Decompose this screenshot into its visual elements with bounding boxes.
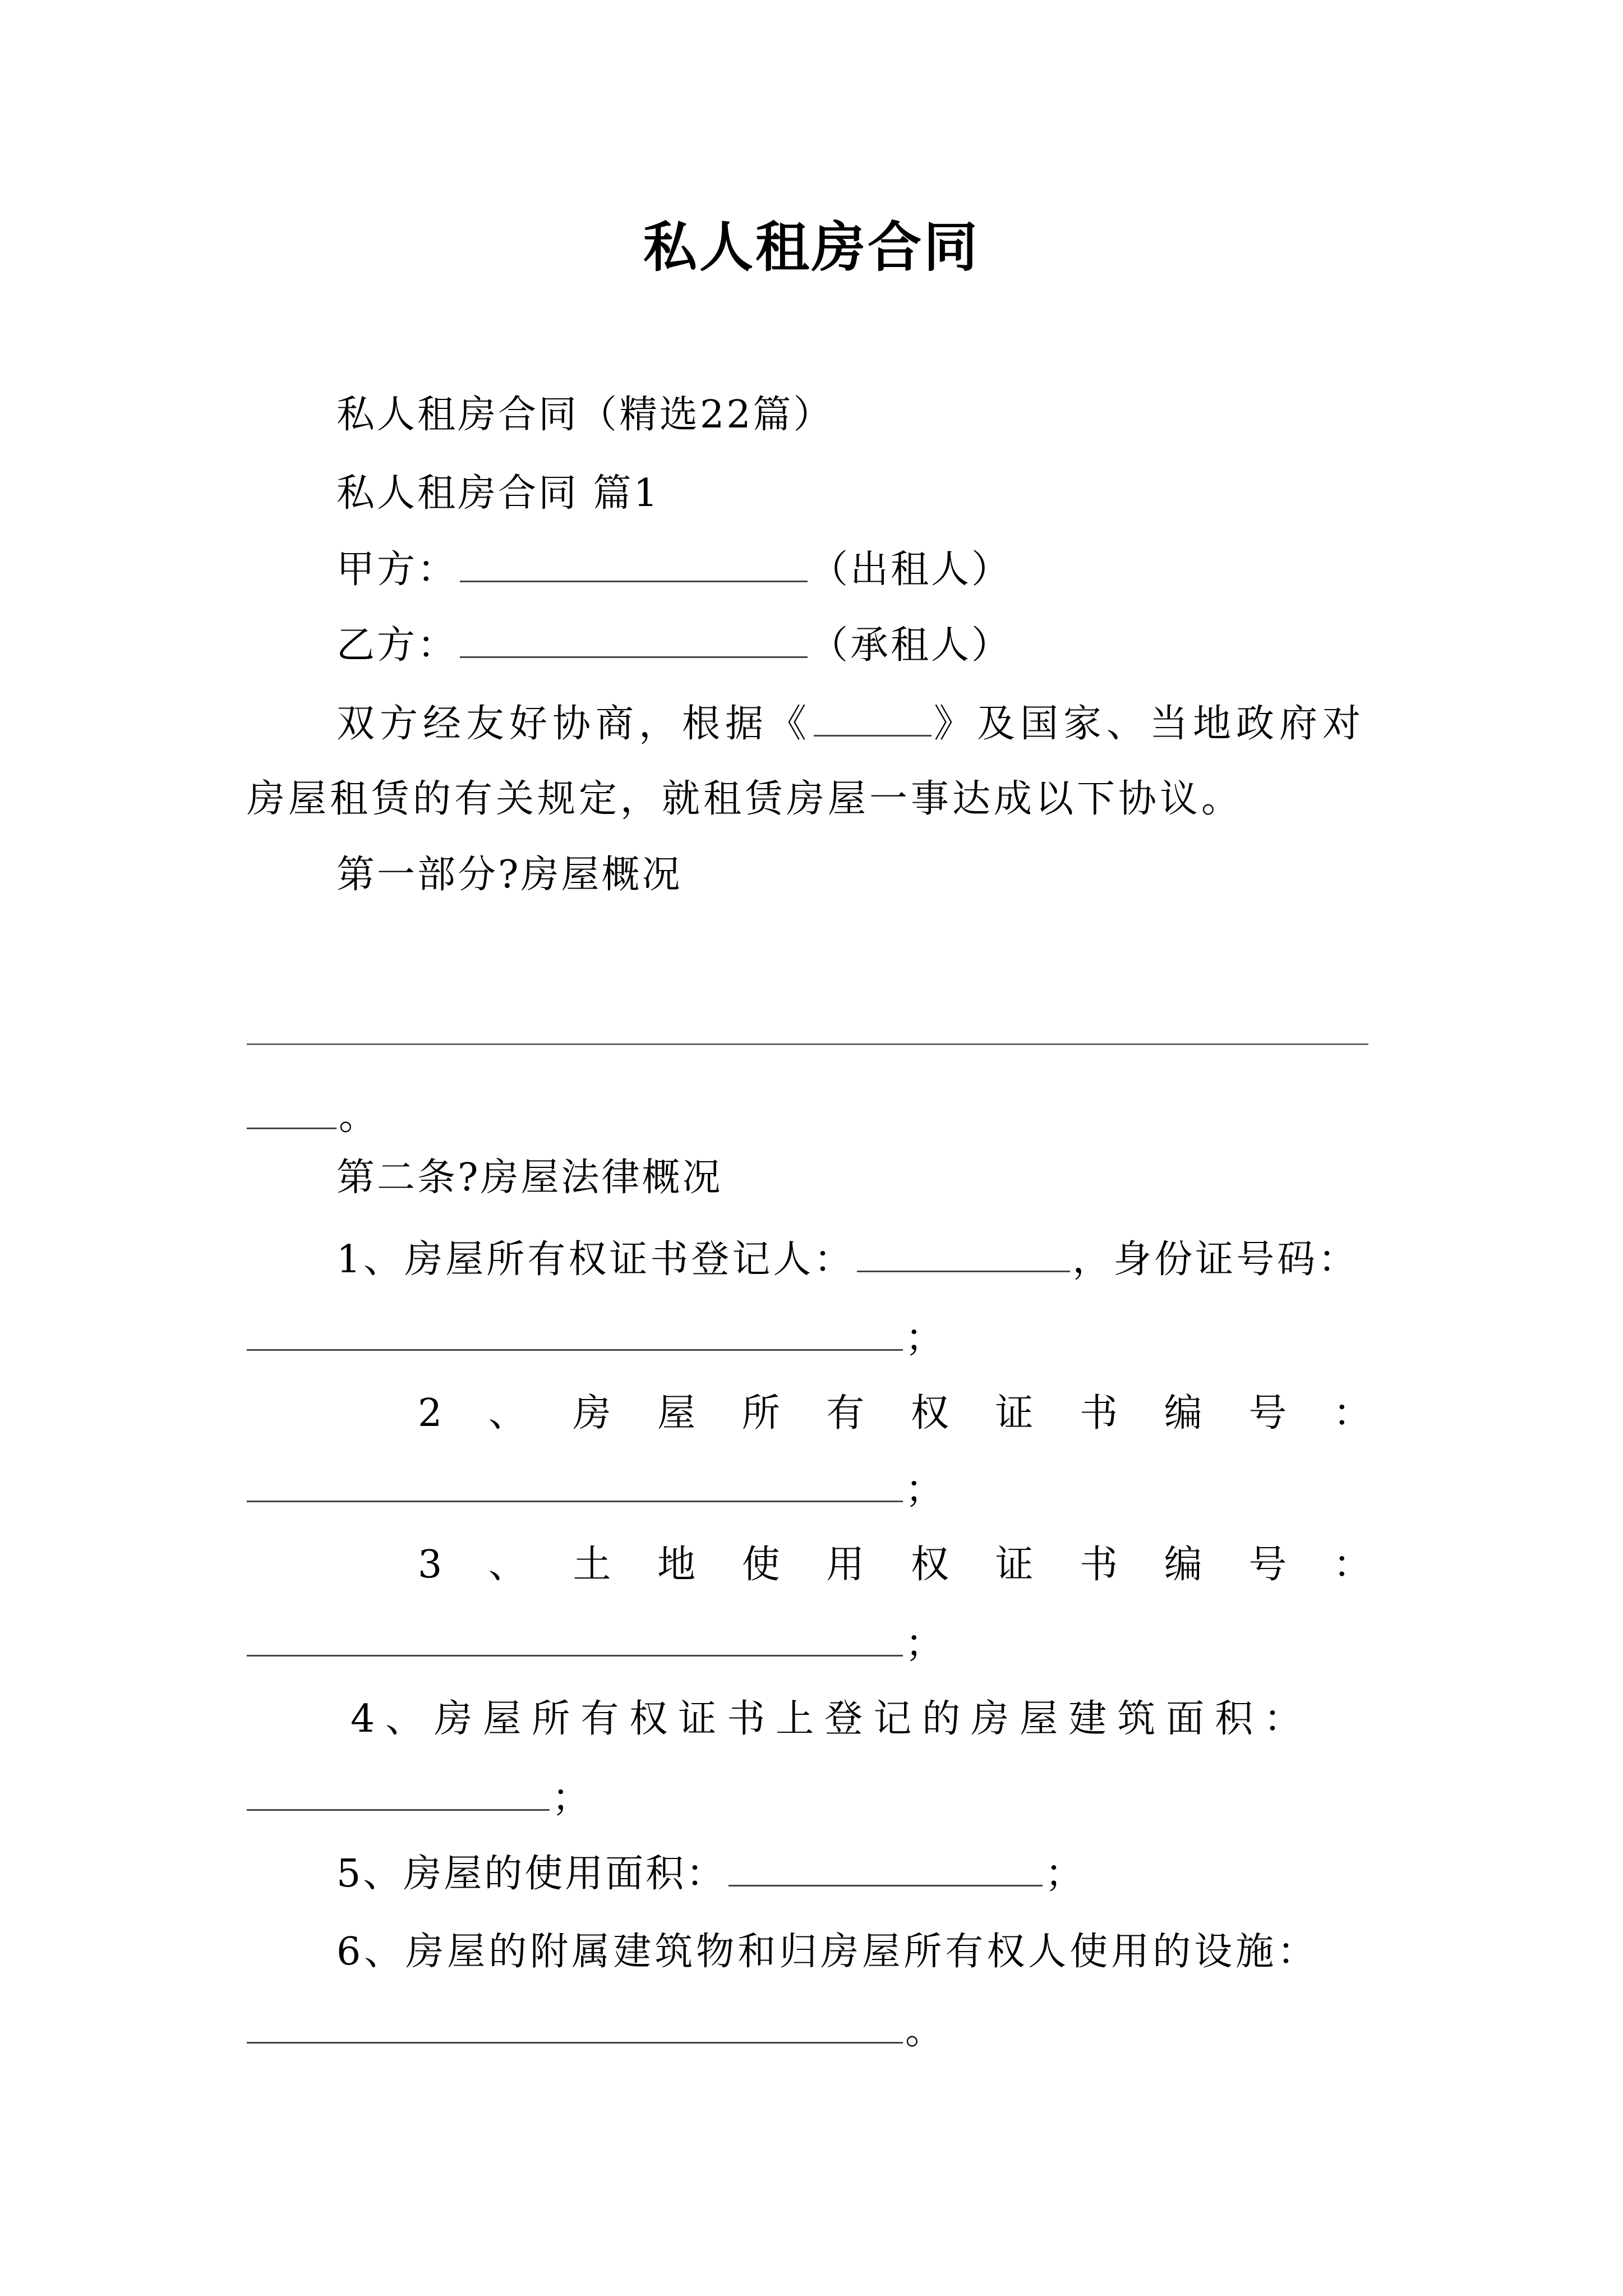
item4-line: 4、房屋所有权证书上登记的房屋建筑面积： [351,1697,1313,1741]
item2-line [418,1391,1371,1436]
item2-char: 2 [418,1391,442,1435]
item3-char: 权 [910,1543,949,1587]
item3-blank-line [247,1621,946,1667]
item2-char: 权 [910,1391,949,1435]
property-overview-blank-end [247,1094,336,1129]
item4-semicolon: ； [552,1776,593,1820]
party-b-line [336,623,1012,668]
item1-label: 1、房屋所有权证书登记人： [336,1237,855,1282]
item3-char: 、 [488,1543,527,1587]
item3-char: 地 [657,1543,696,1587]
land-cert-number-blank [247,1621,903,1657]
part1-heading: 第一部分?房屋概况 [336,853,683,897]
item5-label: 5、房屋的使用面积： [336,1852,727,1896]
item3-char: 3 [418,1543,442,1587]
party-a-label: 甲方： [336,547,458,592]
item3-char: ： [1332,1543,1371,1587]
item2-char: 编 [1164,1391,1202,1435]
item5-semicolon: ； [1045,1852,1086,1896]
ownership-cert-number-blank [247,1467,903,1502]
item3-char: 使 [741,1543,780,1587]
intro-line-2: 房屋租赁的有关规定，就租赁房屋一事达成以下协议。 [247,777,1243,821]
intro-part1: 双方经友好协商，根据《 [336,702,812,746]
item3-char: 土 [573,1543,611,1587]
item3-semicolon: ； [905,1622,946,1666]
item2-char: 房 [573,1391,611,1435]
facilities-blank [247,2008,903,2044]
intro-part2: 》及国家、当地政府对 [934,702,1366,746]
item2-char: 有 [826,1391,865,1435]
building-area-blank [247,1775,550,1811]
party-a-line [336,547,1012,592]
item2-semicolon: ； [905,1467,946,1512]
document-title: 私人租房合同 [643,215,980,279]
item2-char: ： [1332,1391,1371,1435]
item6-blank-line [247,2008,946,2054]
document-subtitle: 私人租房合同（精选22篇） [336,393,834,437]
item3-char: 用 [826,1543,865,1587]
property-overview-blank-line [247,1043,1368,1045]
party-b-role: （承租人） [810,623,1012,668]
usable-area-blank [728,1851,1043,1887]
item1-id-line [247,1315,946,1361]
item4-blank-line [247,1775,592,1821]
item6-line: 6、房屋的附属建筑物和归房屋所有权人使用的设施： [336,1930,1319,1974]
party-b-blank [460,623,808,658]
party-b-label: 乙方： [336,623,458,668]
item1-semicolon: ； [905,1316,946,1360]
section-heading: 私人租房合同 篇1 [336,471,660,516]
period-mark: 。 [339,1094,380,1139]
item3-char: 证 [995,1543,1034,1587]
id-number-blank [247,1315,903,1351]
item5-line [336,1851,1085,1897]
item6-period: 。 [905,2009,946,2053]
item3-char: 号 [1248,1543,1287,1587]
item2-char: 、 [488,1391,527,1435]
property-overview-end-line [247,1094,379,1139]
registrant-blank [857,1237,1070,1272]
item2-char: 证 [995,1391,1034,1435]
party-a-blank [460,547,808,582]
party-a-role: （出租人） [810,547,1012,592]
item2-char: 书 [1080,1391,1118,1435]
item3-char: 编 [1164,1543,1202,1587]
intro-line-1 [336,701,1366,747]
item3-line [418,1543,1371,1588]
item2-char: 所 [741,1391,780,1435]
item1-line [336,1237,1359,1282]
item1-id-label: ，身份证号码： [1072,1237,1359,1282]
item3-char: 书 [1080,1543,1118,1587]
item2-char: 屋 [657,1391,696,1435]
article2-heading: 第二条?房屋法律概况 [336,1156,723,1200]
law-name-blank [814,701,932,737]
item2-char: 号 [1248,1391,1287,1435]
item2-blank-line [247,1467,946,1512]
